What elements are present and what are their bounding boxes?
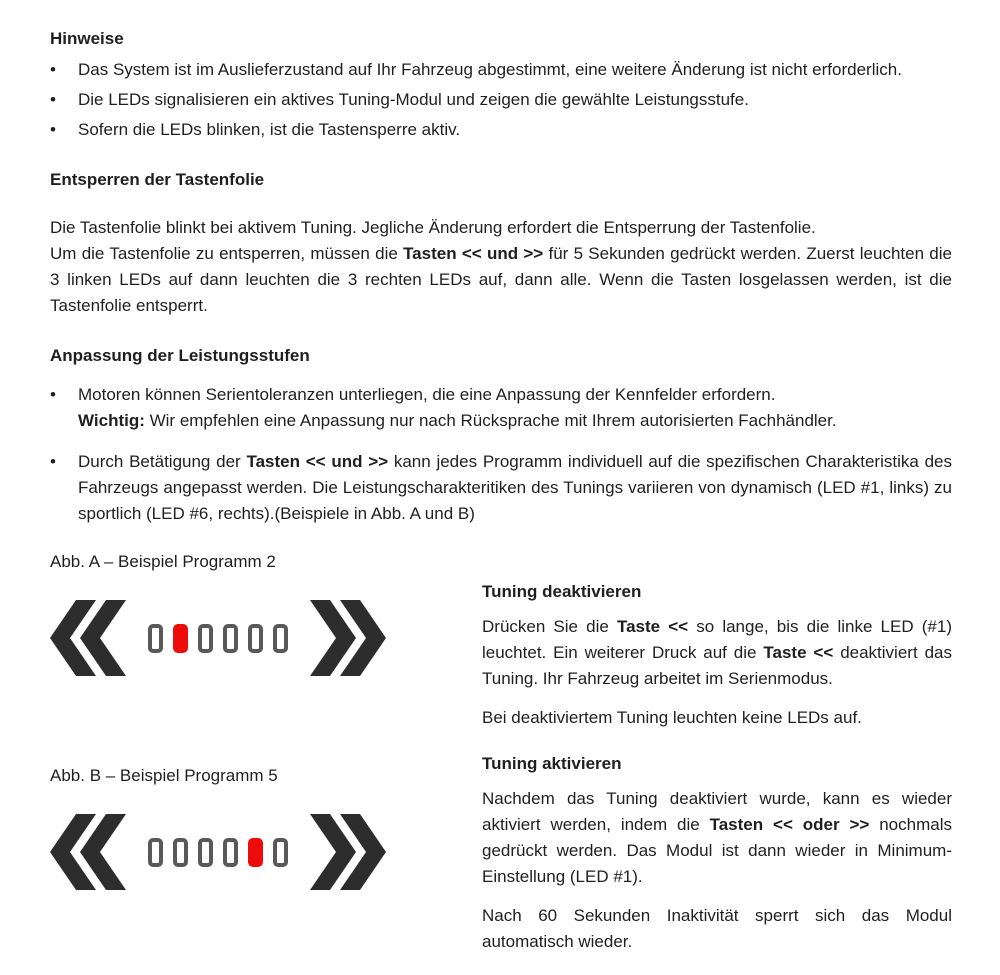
led-indicator: [198, 624, 213, 653]
section-title-entsperren: Entsperren der Tastenfolie: [50, 170, 265, 189]
led-row: [148, 624, 288, 653]
list-item: [50, 87, 952, 113]
led-indicator: [198, 838, 213, 867]
paragraph: Bei deaktiviertem Tuning leuchten keine LEDs auf.: [482, 708, 862, 727]
led-indicator: [273, 838, 288, 867]
bullet-icon: •: [50, 120, 56, 139]
section-title-tuning-deaktivieren: Tuning deaktivieren: [482, 582, 642, 601]
led-indicator: [148, 838, 163, 867]
chevron-double-left-icon: [50, 814, 126, 890]
list-item: [50, 57, 952, 83]
led-indicator-active: [248, 838, 263, 867]
led-indicator: [148, 624, 163, 653]
list-item: [50, 449, 952, 527]
led-indicator: [223, 838, 238, 867]
section-title-hinweise: Hinweise: [50, 29, 124, 48]
figure-b-label: Abb. B – Beispiel Programm 5: [50, 766, 278, 785]
list-item: [50, 382, 952, 434]
lower-columns: [50, 551, 952, 955]
bullet-icon: •: [50, 385, 56, 404]
bullet-text: Die LEDs signalisieren ein aktives Tuning-Modul und zeigen die gewählte Leistungsstufe.: [78, 90, 749, 109]
section-title-tuning-aktivieren: Tuning aktivieren: [482, 754, 622, 773]
section-anpassung: [50, 345, 952, 527]
led-row: [148, 838, 288, 867]
led-indicator: [273, 624, 288, 653]
paragraph: Nach 60 Sekunden Inaktivität sperrt sich das Modul automatisch wieder.: [482, 906, 952, 951]
bullet-text: Das System ist im Auslieferzustand auf Ihr Fahrzeug abgestimmt, eine weitere Änderung ist nicht erforderlich.: [78, 60, 902, 79]
instructions-column: [482, 551, 952, 955]
figure-b-led-display: [50, 813, 482, 891]
bullet-text: Motoren können Serientoleranzen unterliegen, die eine Anpassung der Kennfelder erfordern. Wichtig: Wir empfehlen eine Anpassung nur nach Rücksprache mit Ihrem autorisierten Fachhändler.: [78, 385, 837, 430]
led-indicator: [248, 624, 263, 653]
section-title-anpassung: Anpassung der Leistungsstufen: [50, 346, 310, 365]
paragraph: Drücken Sie die Taste << so lange, bis die linke LED (#1) leuchtet. Ein weiterer Druck auf die Taste << deaktiviert das Tuning. Ihr Fahrzeug arbeitet im Serienmodus.: [482, 617, 952, 688]
section-hinweise: [50, 28, 952, 143]
paragraph: Nachdem das Tuning deaktiviert wurde, kann es wieder aktiviert werden, indem die Tasten << oder >> nochmals gedrückt werden. Das Modul ist dann wieder in Minimum-Einstellung (LED #1).: [482, 789, 952, 886]
chevron-double-right-icon: [310, 814, 386, 890]
led-indicator: [223, 624, 238, 653]
chevron-double-right-icon: [310, 600, 386, 676]
figure-a-label: Abb. A – Beispiel Programm 2: [50, 552, 276, 571]
bullet-icon: •: [50, 90, 56, 109]
figures-column: [50, 551, 482, 955]
list-item: [50, 117, 952, 143]
section-entsperren: [50, 169, 952, 319]
chevron-double-left-icon: [50, 600, 126, 676]
figure-a-led-display: [50, 599, 482, 677]
led-indicator-active: [173, 624, 188, 653]
bullet-icon: •: [50, 452, 56, 471]
paragraph: Die Tastenfolie blinkt bei aktivem Tuning. Jegliche Änderung erfordert die Entsperrung der Tastenfolie. Um die Tastenfolie zu entsperren, müssen die Tasten << und >> für 5 Sekunden gedrückt werden. Zuerst leuchten die 3 linken LEDs auf dann leuchten die 3 rechten LEDs auf, dann alle. Wenn die Tasten losgelassen werden, ist die Tastenfolie entsperrt.: [50, 218, 952, 315]
bullet-icon: •: [50, 60, 56, 79]
led-indicator: [173, 838, 188, 867]
bullet-text: Durch Betätigung der Tasten << und >> kann jedes Programm individuell auf die spezifischen Charakteristika des Fahrzeugs angepasst werden. Die Leistungscharakteritiken des Tunings variieren von dynamisch (LED #1, links) zu sportlich (LED #6, rechts).(Beispiele in Abb. A und B): [78, 452, 952, 523]
bullet-text: Sofern die LEDs blinken, ist die Tastensperre aktiv.: [78, 120, 461, 139]
